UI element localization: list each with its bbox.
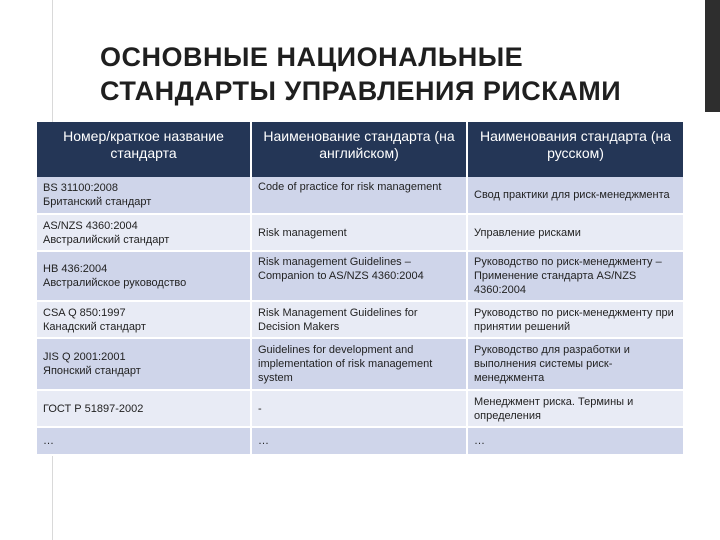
code-cell [37, 177, 251, 214]
slide-title-line-1: ОСНОВНЫЕ НАЦИОНАЛЬНЫЕ [100, 42, 524, 72]
russian-cell: Свод практики для риск-менеджмента [467, 177, 683, 214]
english-cell: Code of practice for risk management [251, 177, 467, 214]
table-header-row [37, 122, 683, 177]
right-accent-bar [705, 0, 720, 112]
code: BS 31100:2008 [43, 182, 119, 194]
russian-cell: … [467, 427, 683, 455]
table-row [37, 390, 683, 427]
code-origin: Австралийское руководство [43, 277, 187, 289]
header-russian-name: Наименования стандарта (на русском) [467, 122, 683, 177]
table-row [37, 427, 683, 455]
header-english-name: Наименование стандарта (на английском) [251, 122, 467, 177]
english-cell: Guidelines for development and implementation of risk management system [251, 338, 467, 390]
english-cell: Risk management [251, 214, 467, 251]
code: HB 436:2004 [43, 263, 108, 275]
code-cell [37, 390, 251, 427]
code: JIS Q 2001:2001 [43, 351, 126, 363]
code-origin: Австралийский стандарт [43, 233, 170, 246]
code: … [43, 435, 54, 447]
english-cell: … [251, 427, 467, 455]
russian-cell: Управление рисками [467, 214, 683, 251]
table-row [37, 251, 683, 301]
russian-cell: Руководство для разработки и выполнения системы риск-менеджмента [467, 338, 683, 390]
russian-cell: Руководство по риск-менеджменту при принятии решений [467, 301, 683, 338]
code-cell [37, 251, 251, 301]
table-row [37, 177, 683, 214]
english-cell: Risk Management Guidelines for Decision Makers [251, 301, 467, 338]
standards-table [37, 122, 683, 456]
english-cell: Risk management Guidelines – Companion to AS/NZS 4360:2004 [251, 251, 467, 301]
code: AS/NZS 4360:2004 [43, 219, 138, 232]
code-origin: Канадский стандарт [43, 320, 146, 333]
code: ГОСТ Р 51897-2002 [43, 402, 144, 415]
code-cell [37, 301, 251, 338]
table-row [37, 301, 683, 338]
header-code: Номер/краткое название стандарта [37, 122, 251, 177]
table-row [37, 338, 683, 390]
russian-cell: Руководство по риск-менеджменту – Применение стандарта AS/NZS 4360:2004 [467, 251, 683, 301]
code-cell [37, 427, 251, 455]
slide-title-line-2: СТАНДАРТЫ УПРАВЛЕНИЯ РИСКАМИ [100, 76, 622, 106]
english-cell: - [251, 390, 467, 427]
code: CSA Q 850:1997 [43, 306, 126, 319]
code-origin: Британский стандарт [43, 196, 152, 208]
table-row [37, 214, 683, 251]
slide-title [100, 40, 700, 108]
code-origin: Японский стандарт [43, 365, 141, 377]
russian-cell: Менеджмент риска. Термины и определения [467, 390, 683, 427]
code-cell [37, 338, 251, 390]
code-cell [37, 214, 251, 251]
